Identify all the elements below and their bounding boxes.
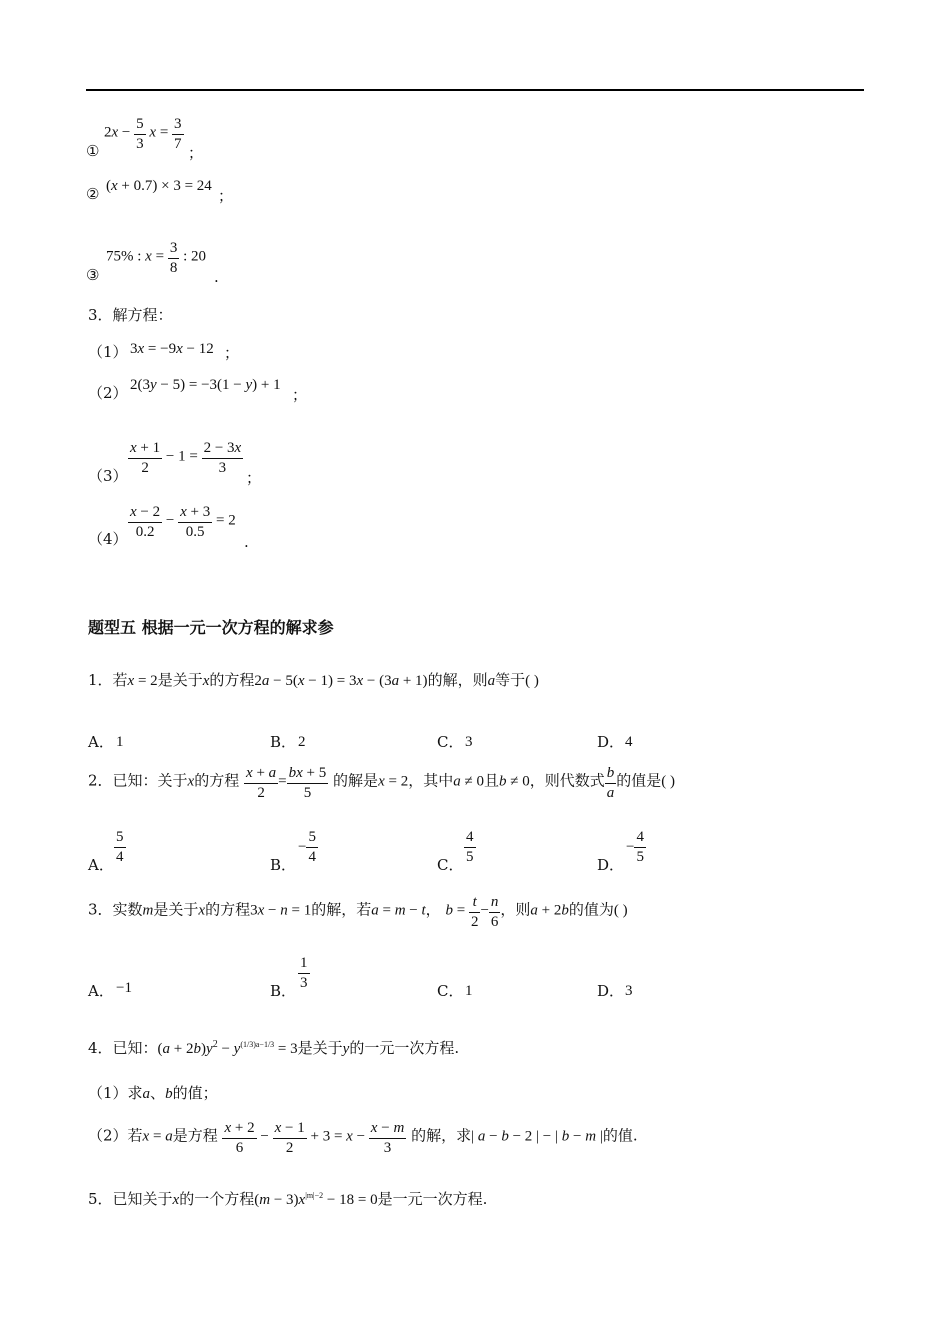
option-c-letter[interactable]: C． [437, 982, 464, 1000]
option-b-value: $\frac{1}{3}$ [300, 955, 308, 992]
option-c-value: 3 [465, 734, 473, 750]
option-b-letter[interactable]: B． [270, 733, 297, 751]
semicolon: ； [246, 469, 262, 487]
option-a-value: 1 [116, 734, 124, 750]
equation-1: 2x − $\frac{5}{3}$ x = $\frac{3}{7}$ [104, 116, 182, 153]
option-b-letter[interactable]: B． [270, 982, 297, 1000]
option-c-value: $\frac{4}{5}$ [466, 829, 474, 866]
option-d-letter[interactable]: D． [597, 733, 625, 751]
equation: 2a − 5(x − 1) = 3x − (3a + 1) [254, 673, 428, 689]
option-c-value: 1 [465, 983, 473, 999]
circle-3-marker: ③ [86, 266, 100, 284]
question-4: 4．已知：$(a + 2b)y^2 - y^{(1/3)a-1/3} = 3$是关于y的一元一次方程. [88, 1039, 460, 1057]
option-b-value: 2 [298, 734, 306, 750]
equation-3-2: 2(3y − 5) = −3(1 − y) + 1 [130, 377, 281, 393]
option-a-value: $\frac{5}{4}$ [116, 829, 124, 866]
equation-3-4: $\frac{x - 2}{0.2}$ − $\frac{x + 3}{0.5}$ = 2 [130, 504, 236, 541]
option-a-letter[interactable]: A． [88, 733, 114, 751]
option-c-letter[interactable]: C． [437, 856, 464, 874]
equation-3: 75% : x = $\frac{3}{8}$ : 20 [106, 240, 206, 277]
option-d-value: − $\frac{4}{5}$ [626, 829, 644, 866]
option-b-letter[interactable]: B． [270, 856, 297, 874]
condition: x = 2 [127, 673, 158, 689]
question-3-title: 3．解方程： [88, 306, 173, 324]
period: . [214, 268, 219, 286]
part-4-label: （4） [88, 530, 128, 548]
question-4-part-1: （1）求a、b的值； [88, 1084, 218, 1102]
semicolon: ； [218, 187, 234, 205]
part-2-label: （2） [88, 384, 128, 402]
option-a-value: −1 [116, 980, 132, 996]
question-1: 1．若x = 2是关于x的方程2a − 5(x − 1) = 3x − (3a + 1)的解，则a等于( ) [88, 671, 539, 689]
question-4-part-2: （2）若x = a是方程 $\frac{x + 2}{6}$ − $\frac{x - 1}{2}$ + 3 = x − $\frac{x - m}{3}$ 的解，求| a − b − 2 | − | b − m |的值. [88, 1120, 638, 1157]
option-b-value: − $\frac{5}{4}$ [298, 829, 316, 866]
section-title: 题型五 根据一元一次方程的解求参 [88, 618, 334, 637]
option-c-letter[interactable]: C． [437, 733, 464, 751]
header-rule [86, 89, 864, 91]
semicolon: ； [292, 386, 308, 404]
circle-1-marker: ① [86, 142, 100, 160]
part-3-label: （3） [88, 467, 128, 485]
equation-2: (x + 0.7) × 3 = 24 [106, 178, 212, 194]
circle-2-marker: ② [86, 185, 100, 203]
question-5: 5．已知关于x的一个方程$(m - 3)x^{|m|-2} - 18 = 0$是一元一次方程. [88, 1190, 488, 1208]
period: . [244, 533, 249, 551]
option-d-value: 3 [625, 983, 633, 999]
option-d-value: 4 [625, 734, 633, 750]
option-d-letter[interactable]: D． [597, 856, 625, 874]
question-2: 2．已知：关于x的方程 $\frac{x + a}{2}$ = $\frac{bx + 5}{5}$ 的解是x = 2，其中a ≠ 0且b ≠ 0，则代数式 $\frac{b}{a}$ 的值是( ) [88, 765, 675, 802]
part-1-label: （1） [88, 343, 128, 361]
equation-3-1: 3x = −9x − 12 [130, 341, 214, 357]
option-a-letter[interactable]: A． [88, 982, 114, 1000]
option-a-letter[interactable]: A． [88, 856, 114, 874]
semicolon: ； [224, 344, 240, 362]
semicolon: ； [188, 144, 204, 162]
question-3: 3．实数m是关于x的方程3x − n = 1的解，若a = m − t， b = $\frac{t}{2}$ − $\frac{n}{6}$ ，则a + 2b的值为( ) [88, 894, 628, 931]
option-d-letter[interactable]: D． [597, 982, 625, 1000]
equation-3-3: $\frac{x + 1}{2}$ − 1 = $\frac{2 - 3x}{3}$ [130, 440, 242, 477]
